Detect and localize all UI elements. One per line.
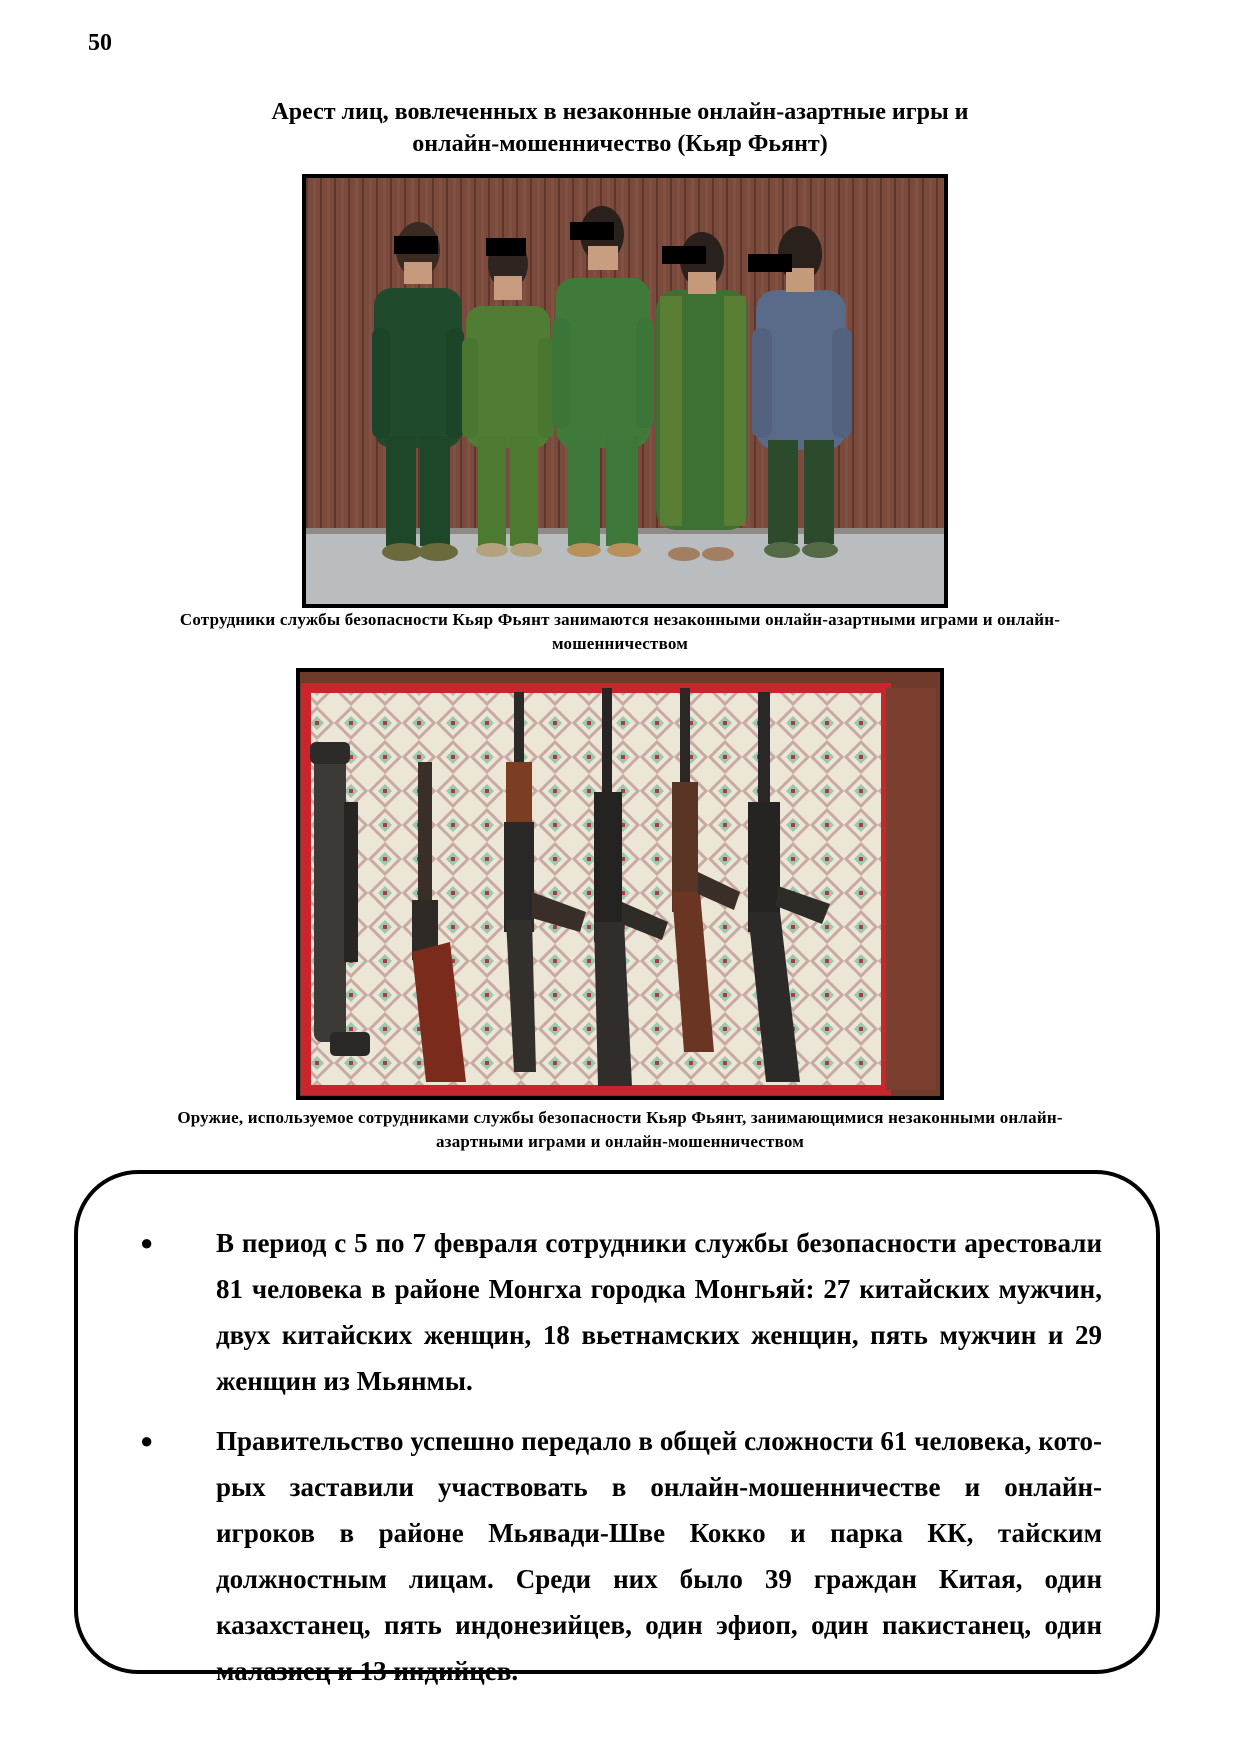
page-number: 50 (88, 30, 112, 56)
caption-line-1: Сотрудники службы безопасности Кьяр Фьянт занимаются незаконными онлайн-азартными играми и онлайн- (179, 610, 1061, 629)
bullet-icon: ● (140, 1428, 154, 1453)
caption-line-1: Оружие, используемое сотрудниками службы безопасности Кьяр Фьянт, занимающимися незаконными онлайн- (177, 1108, 1063, 1127)
bullet-icon: ● (140, 1230, 154, 1255)
summary-list (140, 1220, 1102, 1708)
censor-bar (662, 246, 706, 264)
censor-bar (394, 236, 438, 254)
headline-line-1: Арест лиц, вовлеченных в незаконные онлайн-азартные игры и (271, 99, 969, 125)
summary-box (74, 1170, 1160, 1686)
suspects-photo-caption (80, 608, 1160, 656)
censor-bar (748, 254, 792, 272)
headline-line-2: онлайн-мошенничество (Кьяр Фьянт) (412, 131, 828, 157)
suspects-photo (302, 174, 948, 608)
censor-bar (486, 238, 526, 256)
censor-bar (570, 222, 614, 240)
weapons-photo-caption (80, 1106, 1160, 1154)
summary-item (140, 1418, 1102, 1694)
caption-line-2: азартными играми и онлайн-мошенничеством (435, 1132, 805, 1151)
page-headline (200, 96, 1040, 160)
summary-item (140, 1220, 1102, 1404)
caption-line-2: мошенничеством (552, 634, 688, 653)
summary-item-text: Правительство успешно передало в общей сложности 61 человека, кото-рых заставили участвовать в онлайн-мошенничестве и онлайн- игроков в районе Мьявади-Шве Кокко и парка КК, тайским должностным лицам. Среди них было 39 граждан Китая, один казахстанец, пять индонезийцев, один эфиоп, один пакистанец, один малазиец и 13 индийцев. (216, 1426, 1102, 1686)
weapons-photo (296, 668, 944, 1100)
summary-item-text: В период с 5 по 7 февраля сотрудники службы безопасности арестовали 81 человека в районе Монгха городка Монгьяй: 27 китайских мужчин, двух китайских женщин, 18 вьетнамских женщин, пять мужчин и 29 женщин из Мьянмы. (216, 1228, 1102, 1396)
